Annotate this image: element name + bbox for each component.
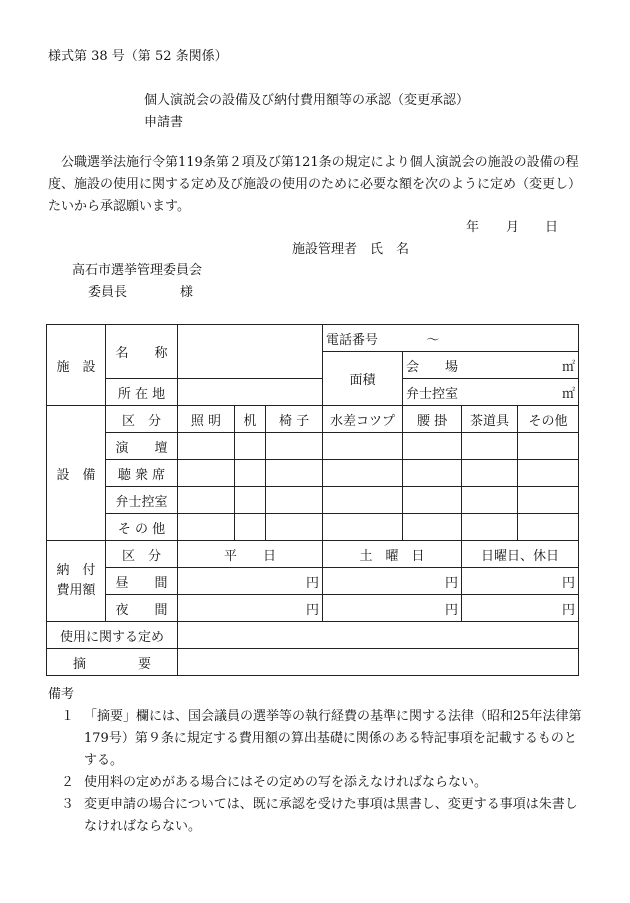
equipment-column-header: 区 分 — [106, 406, 178, 433]
equipment-cell[interactable] — [266, 433, 323, 460]
note-number: ２ — [60, 775, 74, 790]
chair-title: 委員長 — [88, 285, 128, 300]
equipment-cell[interactable] — [235, 514, 266, 541]
equipment-row-label: そ の 他 — [106, 514, 178, 541]
summary-label: 摘 要 — [47, 649, 178, 676]
equipment-cell[interactable] — [266, 460, 323, 487]
hall-label: 会 場 — [406, 359, 459, 375]
equipment-cell[interactable] — [178, 433, 235, 460]
notes-heading: 備考 — [48, 687, 75, 702]
equipment-cell[interactable] — [518, 487, 579, 514]
location-field[interactable] — [178, 379, 323, 406]
equipment-label: 設 備 — [47, 406, 106, 541]
addressee: 高石市選挙管理委員会 — [72, 263, 203, 278]
date-day: 日 — [545, 220, 559, 235]
notes-section — [48, 684, 588, 838]
equipment-cell[interactable] — [323, 460, 403, 487]
facility-name-label: 名 称 — [106, 325, 178, 379]
equipment-cell[interactable] — [323, 487, 403, 514]
equipment-row-label: 弁士控室 — [106, 487, 178, 514]
equipment-cell[interactable] — [462, 514, 518, 541]
equipment-column-header: 椅 子 — [266, 406, 323, 433]
equipment-row-label: 演 壇 — [106, 433, 178, 460]
facility-label: 施 設 — [47, 325, 106, 406]
usage-rules-label: 使用に関する定め — [47, 622, 178, 649]
equipment-cell[interactable] — [403, 514, 462, 541]
equipment-cell[interactable] — [266, 514, 323, 541]
application-form-table — [46, 324, 579, 676]
document-title: 個人演説会の設備及び納付費用額等の承認（変更承認） — [144, 93, 470, 108]
speaker-room-unit: ㎡ — [562, 386, 576, 402]
equipment-cell[interactable] — [235, 487, 266, 514]
fee-holiday-night[interactable]: 円 — [462, 595, 579, 622]
fee-column-header: 区 分 — [106, 541, 178, 568]
usage-rules-field[interactable] — [178, 622, 579, 649]
fee-holiday-day[interactable]: 円 — [462, 568, 579, 595]
form-number: 様式第 38 号（第 52 条関係） — [48, 49, 228, 64]
equipment-row-label: 聴 衆 席 — [106, 460, 178, 487]
equipment-column-header: 机 — [235, 406, 266, 433]
location-label: 所 在 地 — [106, 379, 178, 406]
date-month: 月 — [506, 220, 520, 235]
equipment-cell[interactable] — [323, 514, 403, 541]
speaker-room-area-field[interactable] — [403, 379, 579, 406]
note-number: ３ — [60, 797, 74, 812]
note-item — [48, 794, 588, 838]
equipment-cell[interactable] — [235, 433, 266, 460]
document-title-suffix: 申請書 — [144, 115, 184, 130]
body-paragraph: 公職選挙法施行令第119条第２項及び第121条の規定により個人演説会の施設の設備の程度、施設の使用に関する定め及び施設の使用のために必要な額を次のように定め（変更し）たいから承認願います。 — [48, 155, 582, 214]
note-item — [48, 772, 588, 794]
equipment-cell[interactable] — [403, 433, 462, 460]
phone-field[interactable] — [323, 325, 579, 352]
phone-separator: ～ — [426, 332, 440, 348]
note-text: 変更申請の場合については、既に承認を受けた事項は黒書し、変更する事項は朱書しなければならない。 — [84, 797, 578, 834]
area-label: 面積 — [323, 352, 403, 406]
equipment-cell[interactable] — [235, 460, 266, 487]
note-item — [48, 706, 588, 772]
equipment-column-header: 水差コツプ — [323, 406, 403, 433]
facility-name-field[interactable] — [178, 325, 323, 379]
equipment-cell[interactable] — [462, 487, 518, 514]
note-text: 使用料の定めがある場合にはその定めの写を添えなければならない。 — [84, 775, 488, 790]
summary-field[interactable] — [178, 649, 579, 676]
fee-row-label: 昼 間 — [106, 568, 178, 595]
date-year: 年 — [466, 220, 480, 235]
equipment-cell[interactable] — [178, 460, 235, 487]
equipment-cell[interactable] — [403, 460, 462, 487]
equipment-cell[interactable] — [323, 433, 403, 460]
hall-unit: ㎡ — [562, 359, 576, 375]
fee-saturday-day[interactable]: 円 — [323, 568, 462, 595]
fee-column-header: 平 日 — [178, 541, 323, 568]
fee-row-label: 夜 間 — [106, 595, 178, 622]
equipment-cell[interactable] — [518, 433, 579, 460]
fee-weekday-day[interactable]: 円 — [178, 568, 323, 595]
fee-label: 納 付 費用額 — [47, 541, 106, 622]
equipment-column-header: 茶道具 — [462, 406, 518, 433]
fee-column-header: 日曜日、休日 — [462, 541, 579, 568]
honorific: 様 — [180, 285, 194, 300]
manager-name-label: 施設管理者 氏 名 — [292, 242, 410, 257]
equipment-cell[interactable] — [462, 460, 518, 487]
fee-weekday-night[interactable]: 円 — [178, 595, 323, 622]
fee-saturday-night[interactable]: 円 — [323, 595, 462, 622]
equipment-cell[interactable] — [462, 433, 518, 460]
note-text: 「摘要」欄には、国会議員の選挙等の執行経費の基準に関する法律（昭和25年法律第179号）第９条に規定する費用額の算出基礎に関係のある特記事項を記載するものとする。 — [84, 709, 582, 768]
equipment-column-header: その他 — [518, 406, 579, 433]
note-number: １ — [60, 709, 74, 724]
equipment-cell[interactable] — [178, 487, 235, 514]
equipment-column-header: 照 明 — [178, 406, 235, 433]
phone-label: 電話番号 — [326, 332, 379, 348]
hall-area-field[interactable] — [403, 352, 579, 379]
equipment-cell[interactable] — [266, 487, 323, 514]
fee-column-header: 土 曜 日 — [323, 541, 462, 568]
equipment-cell[interactable] — [518, 514, 579, 541]
equipment-column-header: 腰 掛 — [403, 406, 462, 433]
equipment-cell[interactable] — [403, 487, 462, 514]
equipment-cell[interactable] — [178, 514, 235, 541]
equipment-cell[interactable] — [518, 460, 579, 487]
speaker-room-label: 弁士控室 — [406, 386, 459, 402]
